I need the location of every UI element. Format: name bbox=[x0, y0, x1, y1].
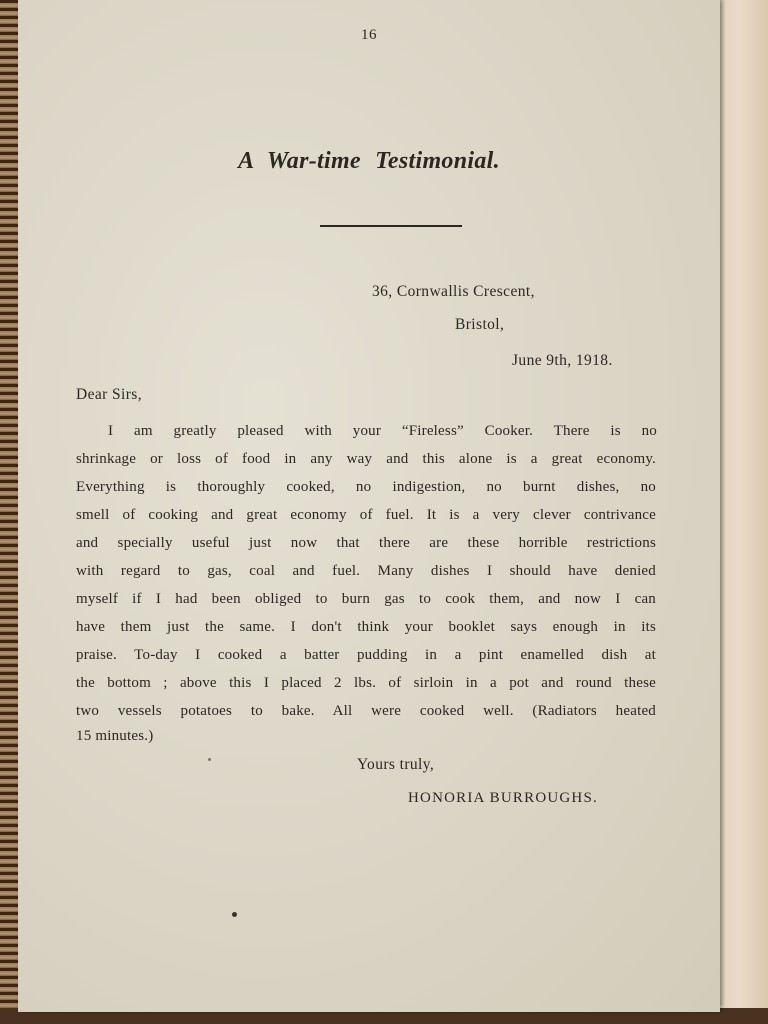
address-street: 36, Cornwallis Crescent, bbox=[372, 283, 535, 300]
letter-body-line: praise. To-day I cooked a batter pudding in a pint enamelled dish at bbox=[76, 647, 656, 663]
ink-speck bbox=[208, 758, 211, 761]
letter-body-line: I am greatly pleased with your “Fireless” Cooker. There is no bbox=[108, 423, 657, 439]
letter-body-line: and specially useful just now that there are these horrible restrictions bbox=[76, 535, 656, 551]
letter-body-line: with regard to gas, coal and fuel. Many dishes I should have denied bbox=[76, 563, 656, 579]
letter-date: June 9th, 1918. bbox=[512, 352, 613, 369]
letter-body-line: shrinkage or loss of food in any way and this alone is a great economy. bbox=[76, 451, 656, 467]
letter-body-line: have them just the same. I don't think your booklet says enough in its bbox=[76, 619, 656, 635]
title-divider bbox=[320, 225, 462, 227]
document-page bbox=[18, 0, 720, 1012]
letter-body-line: two vessels potatoes to bake. All were cooked well. (Radiators heated bbox=[76, 703, 656, 719]
letter-body-line: Everything is thoroughly cooked, no indigestion, no burnt dishes, no bbox=[76, 479, 656, 495]
letter-body-line: the bottom ; above this I placed 2 lbs. of sirloin in a pot and round these bbox=[76, 675, 656, 691]
letter-body-line: smell of cooking and great economy of fuel. It is a very clever contrivance bbox=[76, 507, 656, 523]
letter-closing: Yours truly, bbox=[357, 756, 435, 773]
address-city: Bristol, bbox=[455, 316, 505, 333]
letter-signature: HONORIA BURROUGHS. bbox=[408, 790, 598, 806]
ink-speck bbox=[232, 912, 237, 917]
letter-body-line: 15 minutes.) bbox=[76, 728, 154, 744]
letter-body-line: myself if I had been obliged to burn gas to cook them, and now I can bbox=[76, 591, 656, 607]
letter-salutation: Dear Sirs, bbox=[76, 386, 142, 403]
page-number: 16 bbox=[361, 27, 377, 43]
page-title: A War-time Testimonial. bbox=[238, 148, 500, 174]
